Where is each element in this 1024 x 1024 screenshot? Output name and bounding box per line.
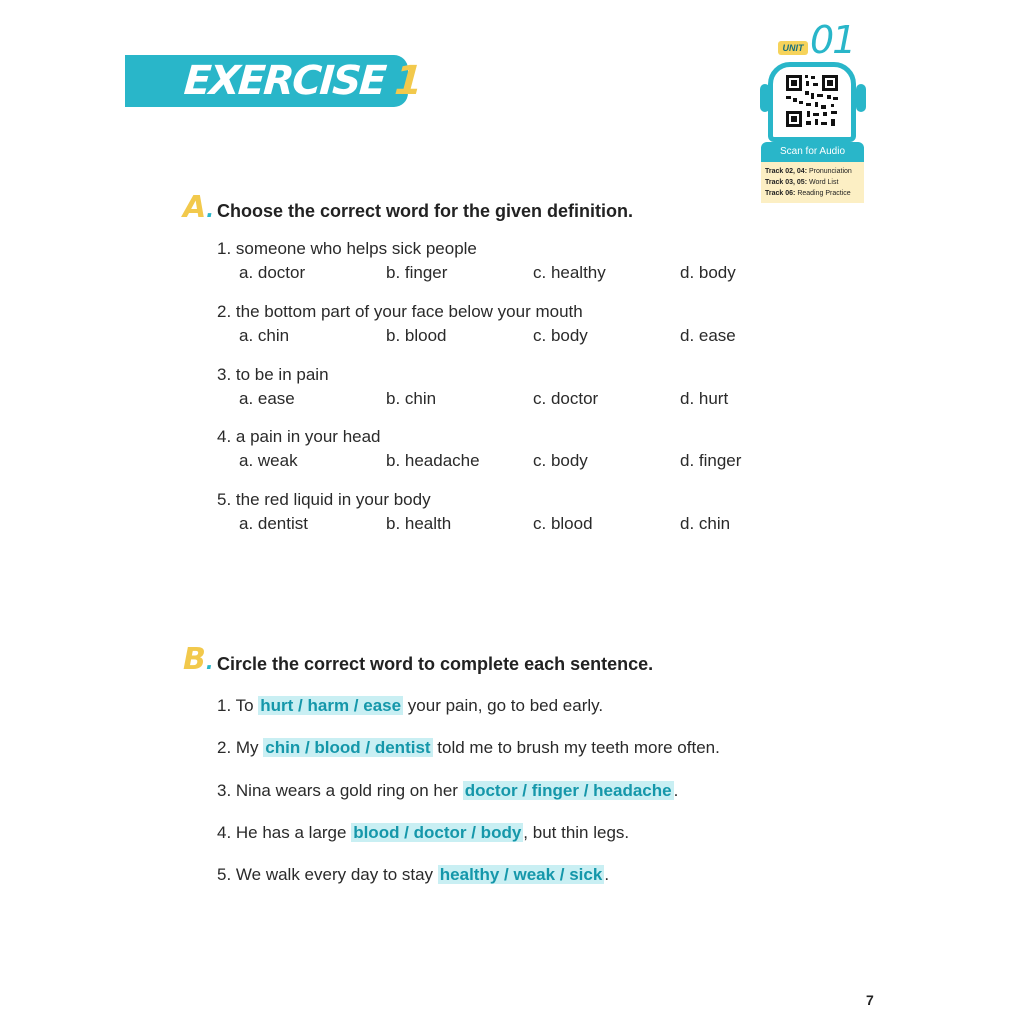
option-c[interactable]: c. body (533, 326, 588, 345)
option-b[interactable]: b. headache (386, 451, 480, 470)
option-c[interactable]: c. body (533, 451, 588, 470)
sentence: 5. We walk every day to stay healthy / weak / sick . (217, 865, 610, 884)
word-choices[interactable]: healthy / weak / sick (439, 865, 603, 884)
option-d[interactable]: d. hurt (680, 389, 729, 408)
sentence: 1. To hurt / harm / ease your pain, go to bed early. (217, 696, 604, 715)
word-choices[interactable]: doctor / finger / headache (464, 781, 672, 800)
exercise-title (182, 57, 422, 105)
qr-code-frame[interactable] (768, 62, 856, 142)
option-b[interactable]: b. chin (386, 389, 437, 408)
sentence: 2. My chin / blood / dentist told me to brush my teeth more often. (217, 738, 720, 757)
question-text: 5. the red liquid in your body (217, 490, 431, 509)
option-a[interactable]: a. doctor (239, 263, 306, 282)
track-item: Track 06: Reading Practice (765, 190, 851, 197)
option-c[interactable]: c. doctor (533, 389, 599, 408)
track-item: Track 02, 04: Pronunciation (765, 168, 852, 175)
option-c[interactable]: c. healthy (533, 263, 606, 282)
option-d[interactable]: d. body (680, 263, 736, 282)
word-choices[interactable]: blood / doctor / body (353, 823, 522, 842)
option-a[interactable]: a. ease (239, 389, 295, 408)
option-d[interactable]: d. chin (680, 514, 731, 533)
word-choices[interactable]: hurt / harm / ease (260, 696, 402, 715)
option-b[interactable]: b. blood (386, 326, 447, 345)
option-d[interactable]: d. ease (680, 326, 736, 345)
page-number: 7 (866, 992, 874, 1008)
question-text: 2. the bottom part of your face below your mouth (217, 302, 583, 321)
option-a[interactable]: a. weak (239, 451, 298, 470)
section-a-title: Choose the correct word for the given definition. (217, 201, 634, 221)
option-b[interactable]: b. health (386, 514, 452, 533)
word-choices[interactable]: chin / blood / dentist (265, 738, 431, 757)
option-d[interactable]: d. finger (680, 451, 742, 470)
unit-label: UNIT (778, 41, 808, 55)
sentence: 3. Nina wears a gold ring on her doctor / finger / headache . (217, 781, 679, 800)
track-item: Track 03, 05: Word List (765, 179, 839, 186)
question-text: 4. a pain in your head (217, 427, 381, 446)
question-text: 1. someone who helps sick people (217, 239, 477, 258)
sentence: 4. He has a large blood / doctor / body , but thin legs. (217, 823, 630, 842)
option-b[interactable]: b. finger (386, 263, 448, 282)
unit-number: 01 (810, 18, 855, 62)
option-a[interactable]: a. chin (239, 326, 290, 345)
section-b-letter: B. (183, 642, 214, 677)
headphone-right-icon (856, 84, 866, 112)
section-b-title: Circle the correct word to complete each sentence. (217, 654, 654, 674)
exercise-word: EXERCISE (182, 58, 387, 104)
track-list (761, 162, 864, 203)
scan-for-audio-label: Scan for Audio (761, 142, 864, 162)
question-text: 3. to be in pain (217, 365, 329, 384)
qr-code-icon (773, 67, 851, 137)
option-c[interactable]: c. blood (533, 514, 593, 533)
option-a[interactable]: a. dentist (239, 514, 308, 533)
exercise-number: 1 (393, 58, 423, 104)
section-a-letter: A. (183, 190, 214, 225)
